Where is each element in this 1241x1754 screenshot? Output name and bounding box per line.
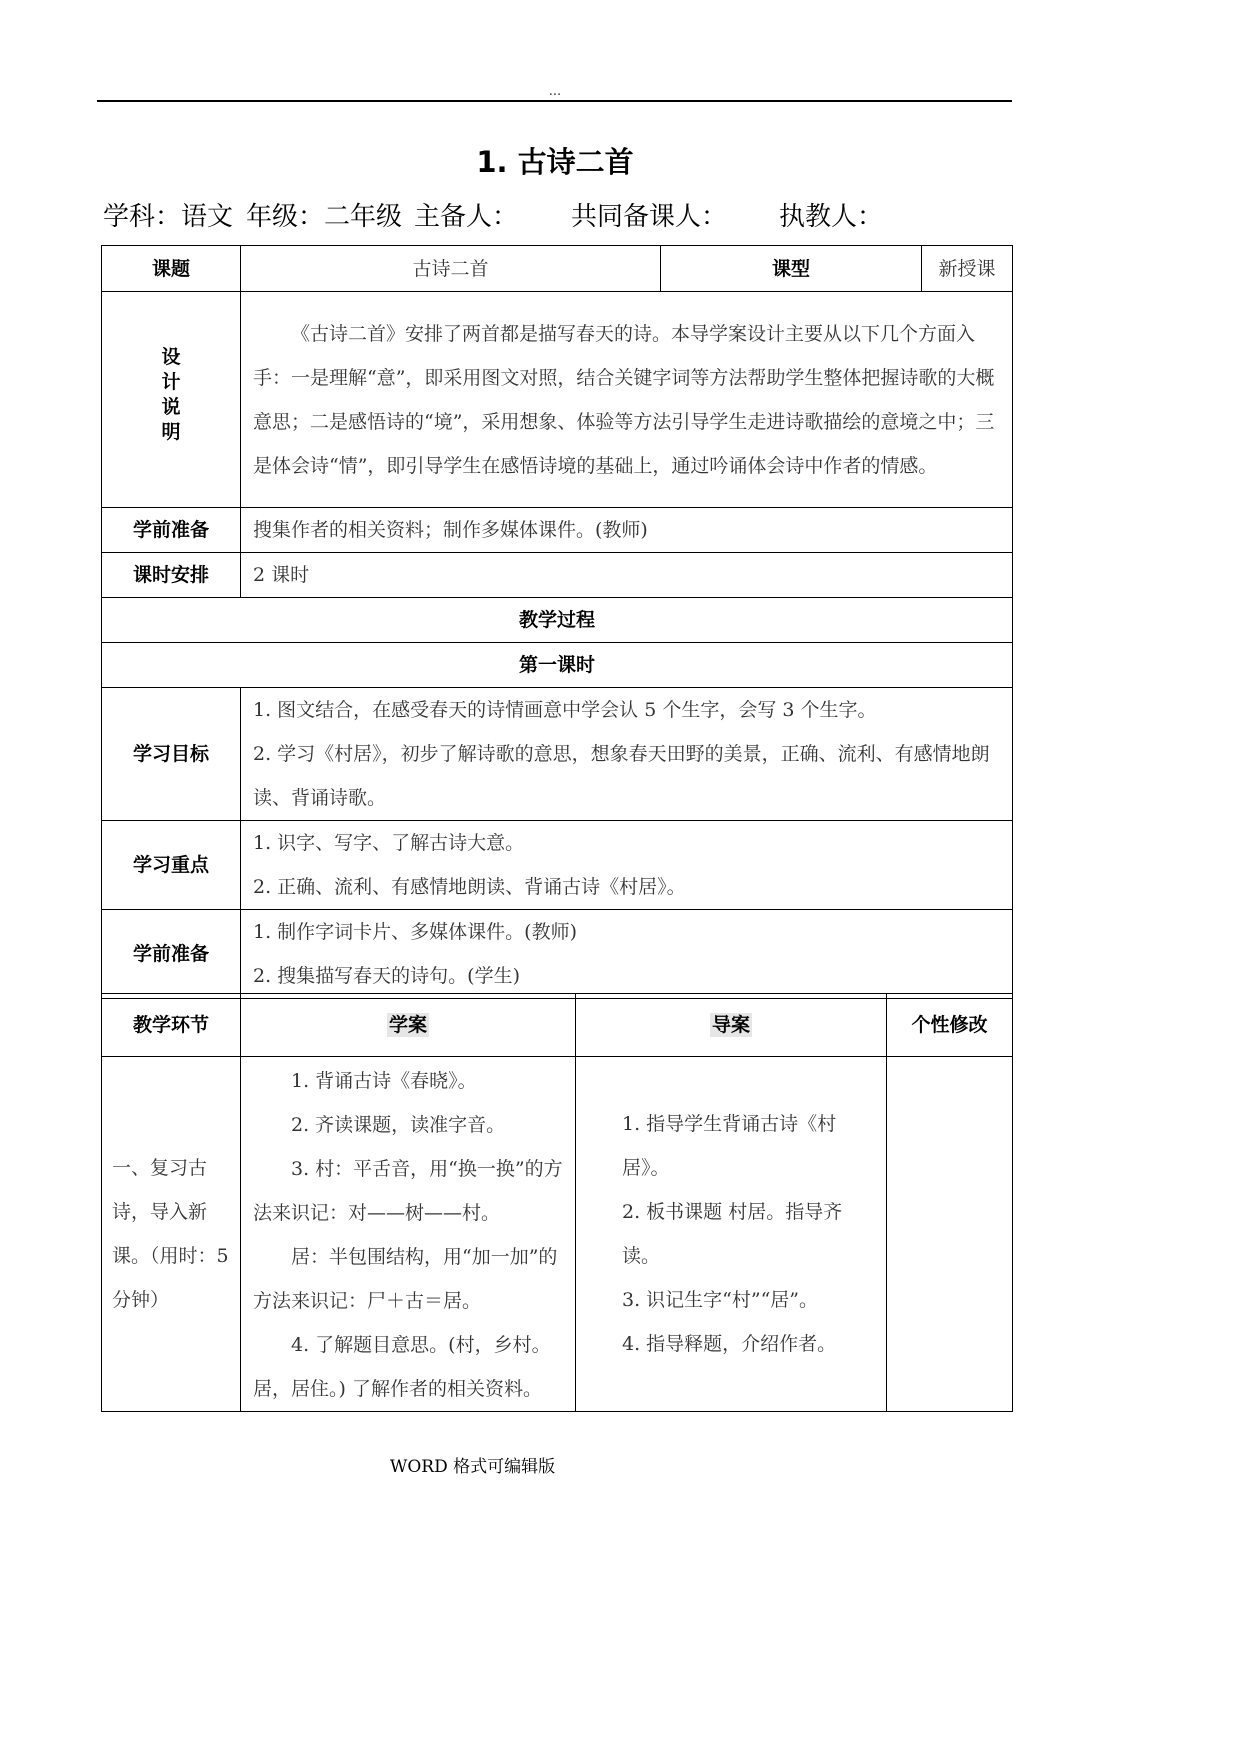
label-period: 第一课时 — [102, 643, 1013, 688]
value-prep: 搜集作者的相关资料；制作多媒体课件。(教师) — [241, 508, 1013, 553]
goal-item: 2. 学习《村居》，初步了解诗歌的意思，想象春天田野的美景，正确、流利、有感情地朗读、背诵诗歌。 — [253, 743, 990, 809]
row-topic — [102, 246, 1013, 292]
prep-item: 2. 搜集描写春天的诗句。(学生) — [253, 965, 520, 987]
cell-stage: 一、复习古诗，导入新课。（用时：5 分钟） — [102, 1057, 241, 1412]
row-goals — [102, 688, 1013, 821]
meta-co: 共同备课人： — [571, 202, 728, 232]
cell-study — [241, 1057, 576, 1412]
goal-item: 1. 图文结合，在感受春天的诗情画意中学会认 5 个生字，会写 3 个生字。 — [253, 699, 877, 721]
value-goals — [241, 688, 1013, 821]
meta-lead: 主备人： — [414, 202, 519, 232]
page-title: 1. 古诗二首 — [476, 145, 634, 179]
lesson-plan-table — [101, 245, 1013, 999]
label-prep: 学前准备 — [102, 508, 241, 553]
meta-subject: 学科：语文 — [103, 202, 234, 232]
value-focus — [241, 821, 1013, 910]
label-hours: 课时安排 — [102, 553, 241, 598]
steps-table — [101, 993, 1013, 1412]
row-period — [102, 643, 1013, 688]
row-prep2 — [102, 910, 1013, 999]
steps-header-row — [102, 994, 1013, 1057]
header-rule — [97, 100, 1012, 102]
footer-note: WORD 格式可编辑版 — [389, 1457, 556, 1477]
label-type: 课型 — [661, 246, 922, 292]
header-study: 学案 — [241, 994, 576, 1057]
value-type: 新授课 — [922, 246, 1013, 292]
focus-item: 2. 正确、流利、有感情地朗读、背诵古诗《村居》。 — [253, 876, 686, 898]
row-hours — [102, 553, 1013, 598]
guide-item: 2. 板书课题 村居。指导齐读。 — [622, 1201, 843, 1267]
guide-item: 4. 指导释题，介绍作者。 — [622, 1333, 837, 1355]
value-hours: 2 课时 — [241, 553, 1013, 598]
row-design — [102, 292, 1013, 508]
value-topic: 古诗二首 — [241, 246, 661, 292]
value-design: 《古诗二首》安排了两首都是描写春天的诗。本导学案设计主要从以下几个方面入手：一是理解“意”，即采用图文对照，结合关键字词等方法帮助学生整体把握诗歌的大概意思；二是感悟诗的“境”，采用想象、体验等方法引导学生走进诗歌描绘的意境之中；三是体会诗“情”，即引导学生在感悟诗境的基础上，通过吟诵体会诗中作者的情感。 — [241, 292, 1013, 508]
label-process: 教学过程 — [102, 598, 1013, 643]
study-item: 居：半包围结构，用“加一加”的方法来识记：尸＋古＝居。 — [253, 1246, 558, 1312]
focus-item: 1. 识字、写字、了解古诗大意。 — [253, 832, 525, 854]
header-notes: 个性修改 — [887, 994, 1013, 1057]
header-stage: 教学环节 — [102, 994, 241, 1057]
label-topic: 课题 — [102, 246, 241, 292]
steps-row — [102, 1057, 1013, 1412]
label-design: 设计说明 — [102, 292, 241, 508]
study-item: 3. 村：平舌音，用“换一换”的方法来识记：对——树——村。 — [253, 1158, 563, 1224]
label-prep2: 学前准备 — [102, 910, 241, 999]
label-goals: 学习目标 — [102, 688, 241, 821]
prep-item: 1. 制作字词卡片、多媒体课件。(教师) — [253, 921, 577, 943]
study-item: 2. 齐读课题，读准字音。 — [291, 1114, 506, 1136]
cell-guide — [576, 1057, 887, 1412]
guide-item: 1. 指导学生背诵古诗《村居》。 — [622, 1113, 837, 1179]
meta-teacher: 执教人： — [779, 202, 884, 232]
guide-item: 3. 识记生字“村”“居”。 — [622, 1289, 819, 1311]
meta-grade: 年级：二年级 — [246, 202, 403, 232]
row-focus — [102, 821, 1013, 910]
header-ellipsis: ... — [548, 84, 562, 99]
study-item: 1. 背诵古诗《春晓》。 — [291, 1070, 477, 1092]
header-guide: 导案 — [576, 994, 887, 1057]
cell-notes[interactable] — [887, 1057, 1013, 1412]
study-item: 4. 了解题目意思。(村，乡村。居，居住。) 了解作者的相关资料。 — [253, 1334, 551, 1400]
label-focus: 学习重点 — [102, 821, 241, 910]
row-process — [102, 598, 1013, 643]
value-prep2 — [241, 910, 1013, 999]
row-prep — [102, 508, 1013, 553]
